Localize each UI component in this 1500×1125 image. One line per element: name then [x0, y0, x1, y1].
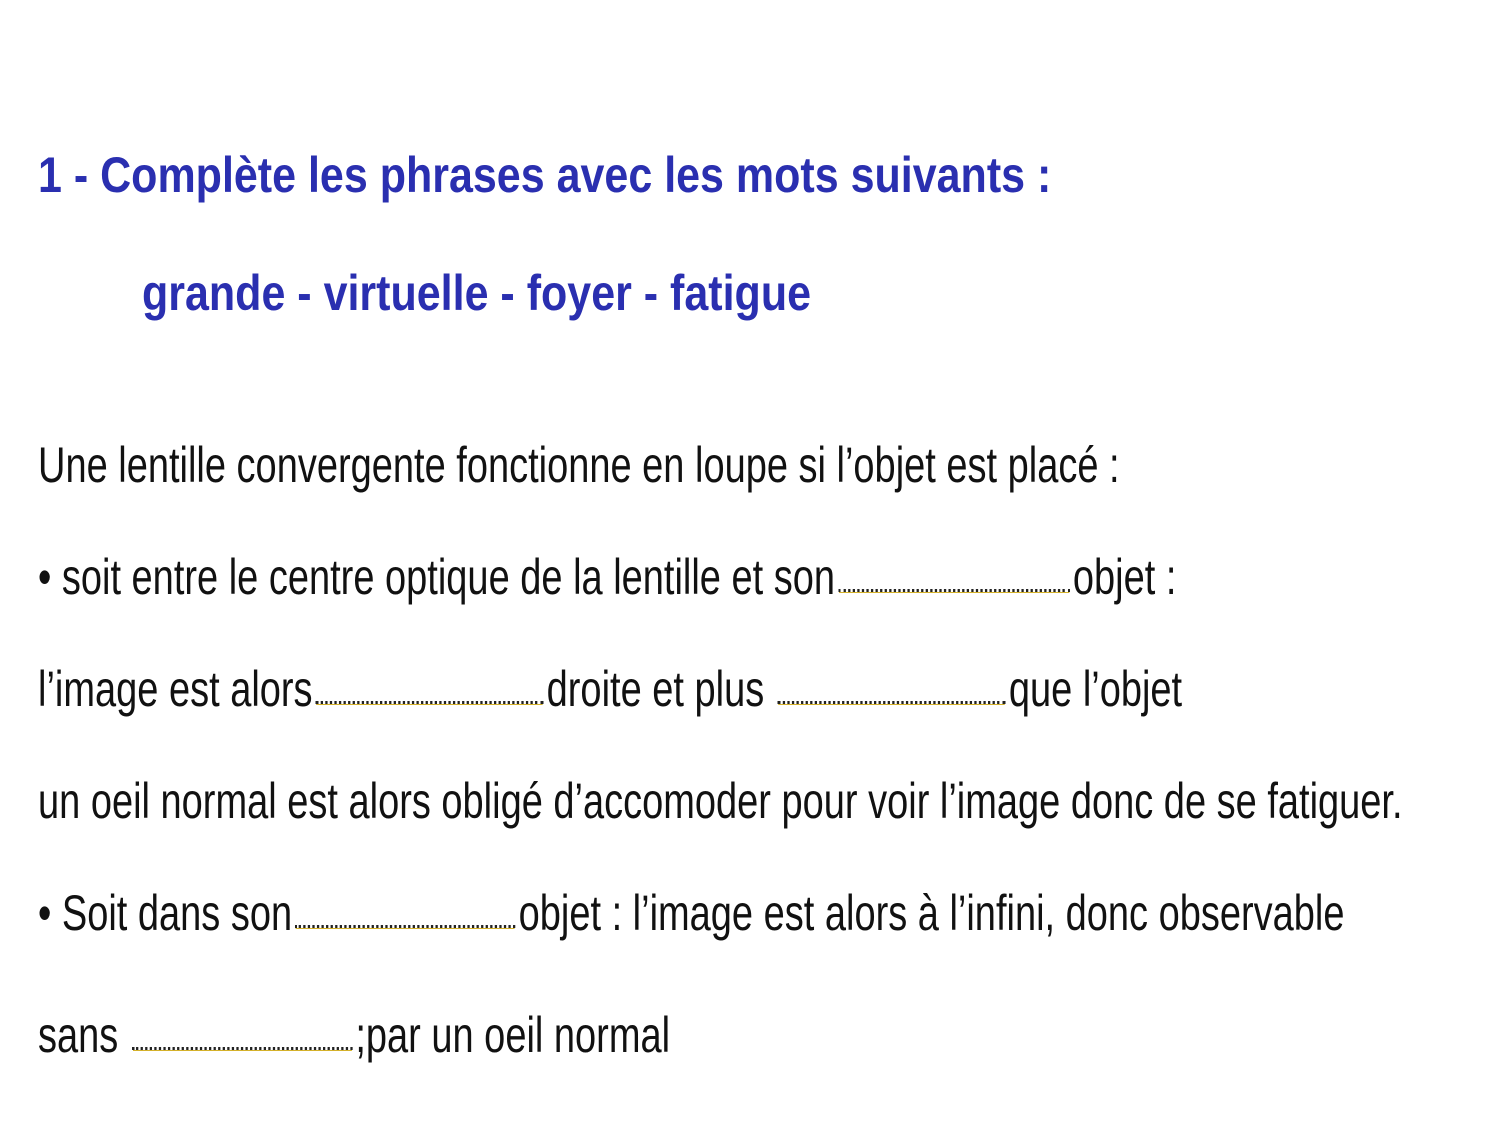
intro-sentence: Une lentille convergente fonctionne en loupe si l’objet est placé : [38, 437, 1120, 493]
sentence-line-4: un oeil normal est alors obligé d’accomoder pour voir l’image donc de se fatiguer. [38, 773, 1403, 829]
line3-text-b: droite et plus [546, 661, 765, 717]
line6-text-a: sans [38, 1007, 119, 1063]
line6-text-b: ;par un oeil normal [355, 1007, 671, 1063]
blank-2[interactable] [316, 693, 544, 704]
line2-text-b: objet : [1072, 549, 1177, 605]
blank-1[interactable] [838, 581, 1070, 592]
exercise-title: 1 - Complète les phrases avec les mots suivants : [38, 147, 1052, 203]
line5-text-a: • Soit dans son [38, 885, 293, 941]
sentence-line-2 [38, 549, 1177, 605]
line5-text-b: objet : l’image est alors à l’infini, donc observable [518, 885, 1345, 941]
line3-text-a: l’image est alors [38, 661, 313, 717]
sentence-line-3 [38, 661, 1183, 717]
line2-text-a: • soit entre le centre optique de la lentille et son [38, 549, 836, 605]
sentence-line-5 [38, 885, 1345, 941]
line3-text-c: que l’objet [1008, 661, 1183, 717]
blank-5[interactable] [132, 1039, 352, 1050]
blank-4[interactable] [295, 917, 515, 928]
sentence-line-6 [38, 1007, 671, 1063]
word-bank: grande - virtuelle - foyer - fatigue [142, 265, 811, 321]
blank-3[interactable] [778, 693, 1006, 704]
